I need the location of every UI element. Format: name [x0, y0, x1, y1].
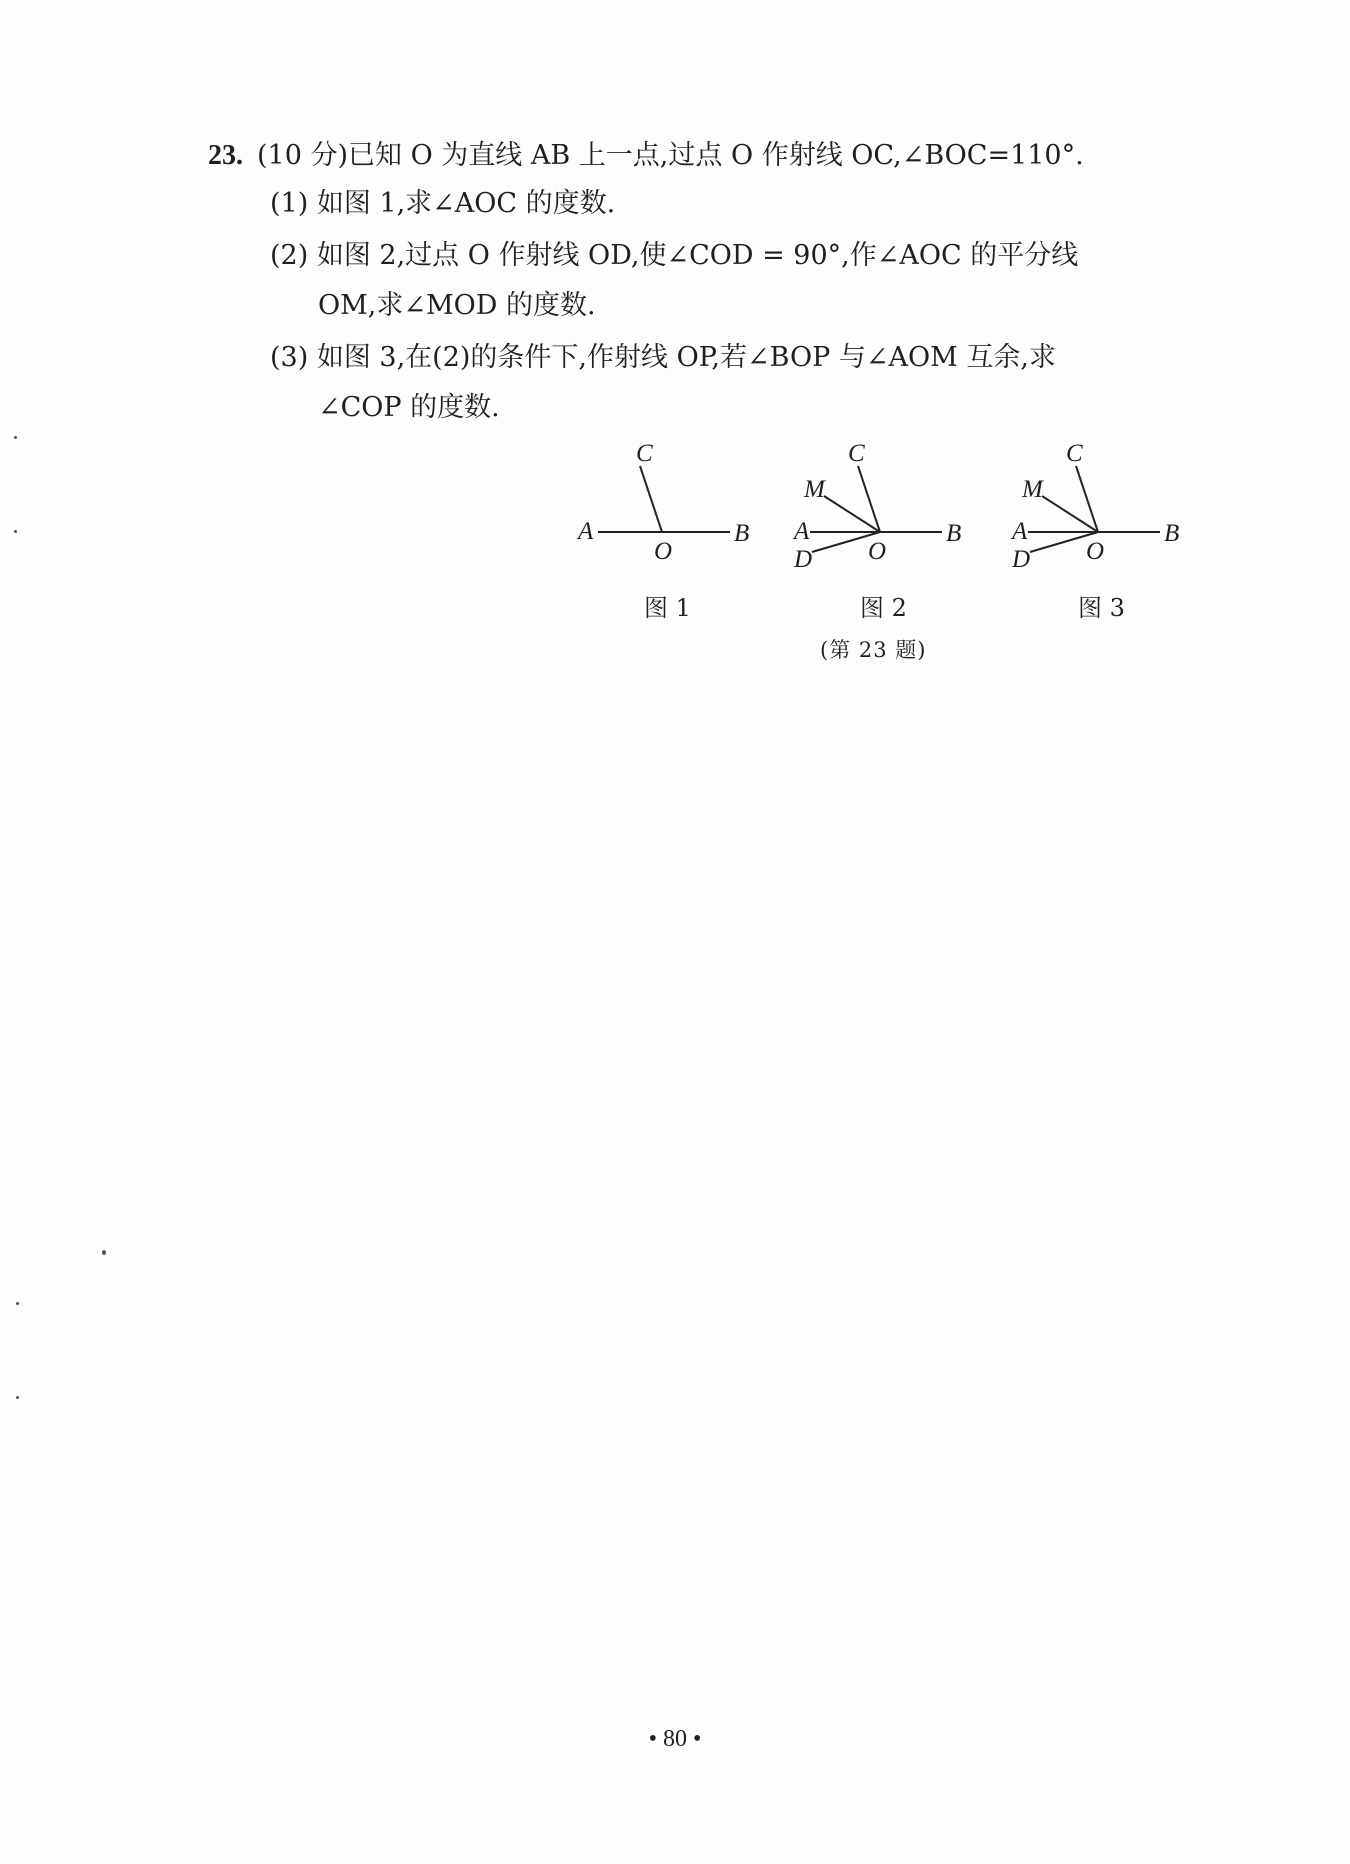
- fig3-point-b: B: [1164, 520, 1180, 547]
- fig3-ray-oc: [1076, 466, 1098, 532]
- figure-group: [570, 440, 1230, 670]
- question-stem-text: (10 分)已知 O 为直线 AB 上一点,过点 O 作射线 OC,∠BOC=110°.: [257, 140, 1084, 171]
- fig2-point-b: B: [946, 520, 962, 547]
- fig3-ray-om: [1042, 496, 1098, 532]
- fig2-point-m: M: [804, 476, 825, 503]
- figure-1-label: 图 1: [644, 594, 691, 622]
- subquestion-2-continued: OM,求∠MOD 的度数.: [318, 290, 596, 321]
- subquestion-2: (2) 如图 2,过点 O 作射线 OD,使∠COD = 90°,作∠AOC 的平分线: [270, 240, 1079, 271]
- figure-caption: (第 23 题): [820, 638, 927, 662]
- fig3-point-d: D: [1012, 546, 1031, 573]
- fig2-point-a: A: [794, 518, 810, 545]
- scan-speck: [14, 436, 17, 439]
- figure-3-label: 图 3: [1078, 594, 1125, 622]
- scan-speck: [16, 1396, 19, 1399]
- question-stem: [208, 130, 1084, 182]
- subquestion-1: (1) 如图 1,求∠AOC 的度数.: [270, 188, 616, 219]
- fig3-point-o: O: [1086, 538, 1105, 565]
- fig1-point-c: C: [636, 440, 653, 467]
- fig2-ray-oc: [858, 466, 880, 532]
- subquestion-3-continued: ∠COP 的度数.: [318, 392, 500, 423]
- fig1-point-o: O: [654, 538, 673, 565]
- fig2-ray-om: [824, 496, 880, 532]
- scan-speck: [102, 1250, 106, 1255]
- scan-speck: [14, 530, 17, 533]
- fig2-point-d: D: [794, 546, 813, 573]
- fig1-ray-oc: [640, 466, 662, 532]
- fig3-point-m: M: [1022, 476, 1043, 503]
- fig1-point-b: B: [734, 520, 750, 547]
- figure-2-label: 图 2: [860, 594, 907, 622]
- fig3-point-c: C: [1066, 440, 1083, 467]
- fig2-point-c: C: [848, 440, 865, 467]
- subquestion-3: (3) 如图 3,在(2)的条件下,作射线 OP,若∠BOP 与∠AOM 互余,求: [270, 342, 1056, 373]
- fig3-point-a: A: [1012, 518, 1028, 545]
- fig2-point-o: O: [868, 538, 887, 565]
- scan-speck: [16, 1302, 19, 1305]
- question-number: 23.: [208, 140, 243, 171]
- fig1-point-a: A: [578, 518, 594, 545]
- page-number: • 80 •: [648, 1726, 702, 1752]
